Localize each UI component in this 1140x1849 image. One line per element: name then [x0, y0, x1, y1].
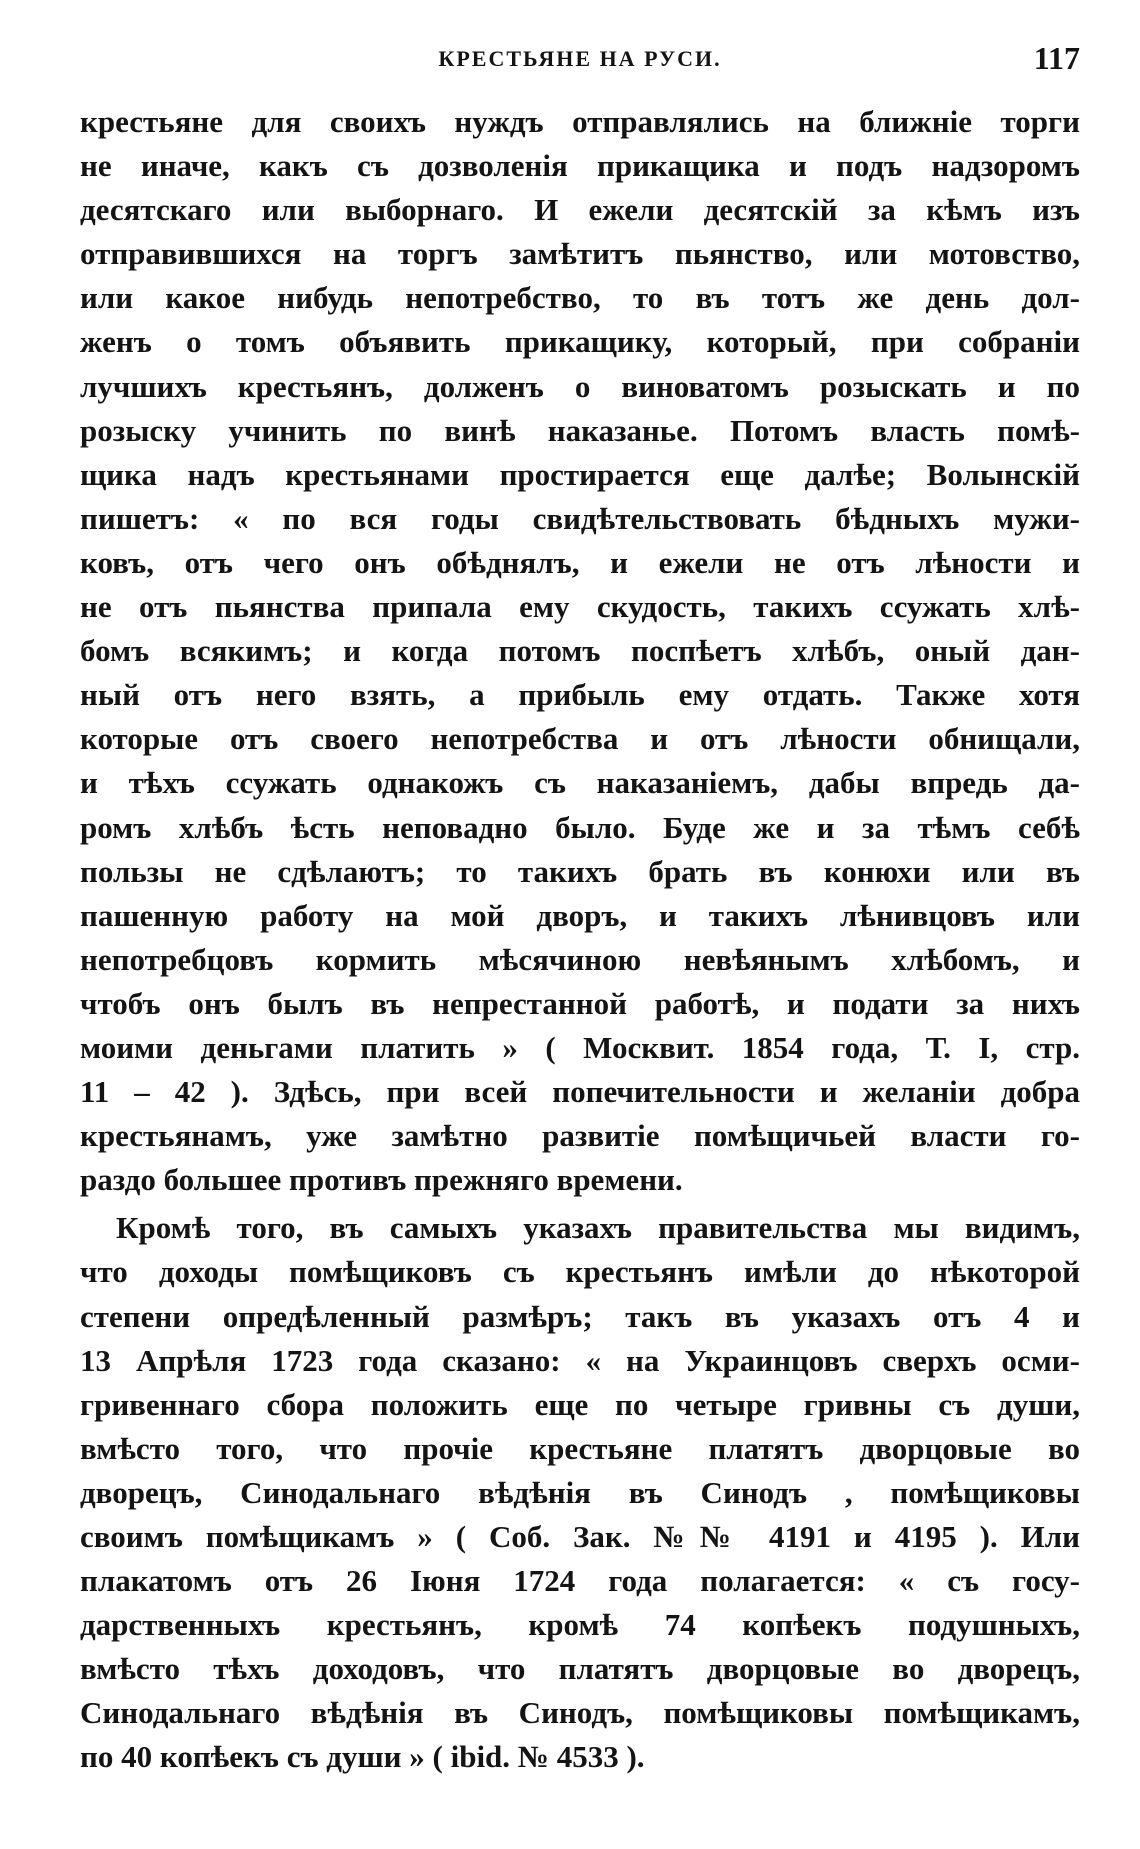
- text-line: плакатомъ отъ 26 Іюня 1724 года полагается: « съ госу-: [80, 1563, 1080, 1599]
- text-line: степени опредѣленный размѣръ; такъ въ указахъ отъ 4 и: [80, 1298, 1080, 1334]
- text-line: крестьяне для своихъ нуждъ отправлялись на ближніе торги: [80, 104, 1080, 139]
- text-line: ромъ хлѣбъ ѣсть неповадно было. Буде же и за тѣмъ себѣ: [80, 809, 1080, 845]
- page-number: 117: [1033, 40, 1080, 76]
- text-line: пишетъ: « по вся годы свидѣтельствовать бѣдныхъ мужи-: [80, 500, 1080, 536]
- text-line: пользы не сдѣлаютъ; то такихъ брать въ конюхи или въ: [80, 853, 1080, 889]
- body-text: [80, 100, 1080, 1780]
- running-title: КРЕСТЬЯНЕ НА РУСИ.: [438, 46, 722, 71]
- text-line: что доходы помѣщиковъ съ крестьянъ имѣли до нѣкоторой: [80, 1254, 1080, 1290]
- text-line: чтобъ онъ былъ въ непрестанной работѣ, и подати за нихъ: [80, 985, 1080, 1021]
- text-line: крестьянамъ, уже замѣтно развитіе помѣщичьей власти го-: [80, 1118, 1080, 1154]
- text-line: 13 Апрѣля 1723 года сказано: « на Украинцовъ сверхъ осми-: [80, 1342, 1080, 1378]
- text-line: дарственныхъ крестьянъ, кромѣ 74 копѣекъ подушныхъ,: [80, 1607, 1080, 1643]
- text-line: женъ о томъ объявить прикащику, который, при собраніи: [80, 324, 1080, 360]
- text-line: или какое нибудь непотребство, то въ тотъ же день дол-: [80, 280, 1080, 316]
- text-line: щика надъ крестьянами простирается еще далѣе; Волынскій: [80, 456, 1080, 492]
- text-line: которые отъ своего непотребства и отъ лѣности обнищали,: [80, 721, 1080, 757]
- running-head: [80, 40, 1080, 84]
- text-line: дворецъ, Синодальнаго вѣдѣнія въ Синодъ , помѣщиковы: [80, 1474, 1080, 1510]
- text-line: 11 – 42 ). Здѣсь, при всей попечительности и желаніи добра: [80, 1074, 1080, 1110]
- text-line: бомъ всякимъ; и когда потомъ поспѣетъ хлѣбъ, оный дан-: [80, 633, 1080, 669]
- text-line: Синодальнаго вѣдѣнія въ Синодъ, помѣщиковы помѣщикамъ,: [80, 1695, 1080, 1731]
- text-line: ный отъ него взять, а прибыль ему отдать. Также хотя: [80, 677, 1080, 713]
- text-line: раздо большее противъ прежняго времени.: [80, 1162, 683, 1198]
- text-line: и тѣхъ ссужать однакожъ съ наказаніемъ, дабы впредь да-: [80, 765, 1080, 801]
- text-line: отправившихся на торгъ замѣтитъ пьянство, или мотовство,: [80, 236, 1080, 272]
- paragraph-2: [80, 1206, 1080, 1779]
- text-line: десятскаго или выборнаго. И ежели десятскій за кѣмъ изъ: [80, 192, 1080, 228]
- text-line: Кромѣ того, въ самыхъ указахъ правительства мы видимъ,: [116, 1210, 1080, 1246]
- text-line: ковъ, отъ чего онъ обѣднялъ, и ежели не отъ лѣности и: [80, 544, 1080, 580]
- paragraph-1: [80, 100, 1080, 1202]
- text-line: вмѣсто тѣхъ доходовъ, что платятъ дворцовые во дворецъ,: [80, 1651, 1080, 1687]
- text-line: своимъ помѣщикамъ » ( Соб. Зак. №№ 4191 и 4195 ). Или: [80, 1519, 1080, 1554]
- text-line: по 40 копѣекъ съ души » ( ibid. № 4533 ).: [80, 1739, 645, 1775]
- text-line: вмѣсто того, что прочіе крестьяне платятъ дворцовые во: [80, 1430, 1080, 1466]
- text-line: гривеннаго сбора положить еще по четыре гривны съ души,: [80, 1386, 1080, 1422]
- text-line: моими деньгами платить » ( Москвит. 1854 года, Т. I, стр.: [80, 1029, 1080, 1065]
- text-line: лучшихъ крестьянъ, долженъ о виноватомъ розыскать и по: [80, 368, 1080, 404]
- text-line: не отъ пьянства припала ему скудость, такихъ ссужать хлѣ-: [80, 589, 1080, 625]
- text-line: непотребцовъ кормить мѣсячиною невѣянымъ хлѣбомъ, и: [80, 941, 1080, 977]
- text-line: розыску учинить по винѣ наказанье. Потомъ власть помѣ-: [80, 412, 1080, 448]
- text-line: не иначе, какъ съ дозволенія прикащика и подъ надзоромъ: [80, 148, 1080, 184]
- text-line: пашенную работу на мой дворъ, и такихъ лѣнивцовъ или: [80, 897, 1080, 933]
